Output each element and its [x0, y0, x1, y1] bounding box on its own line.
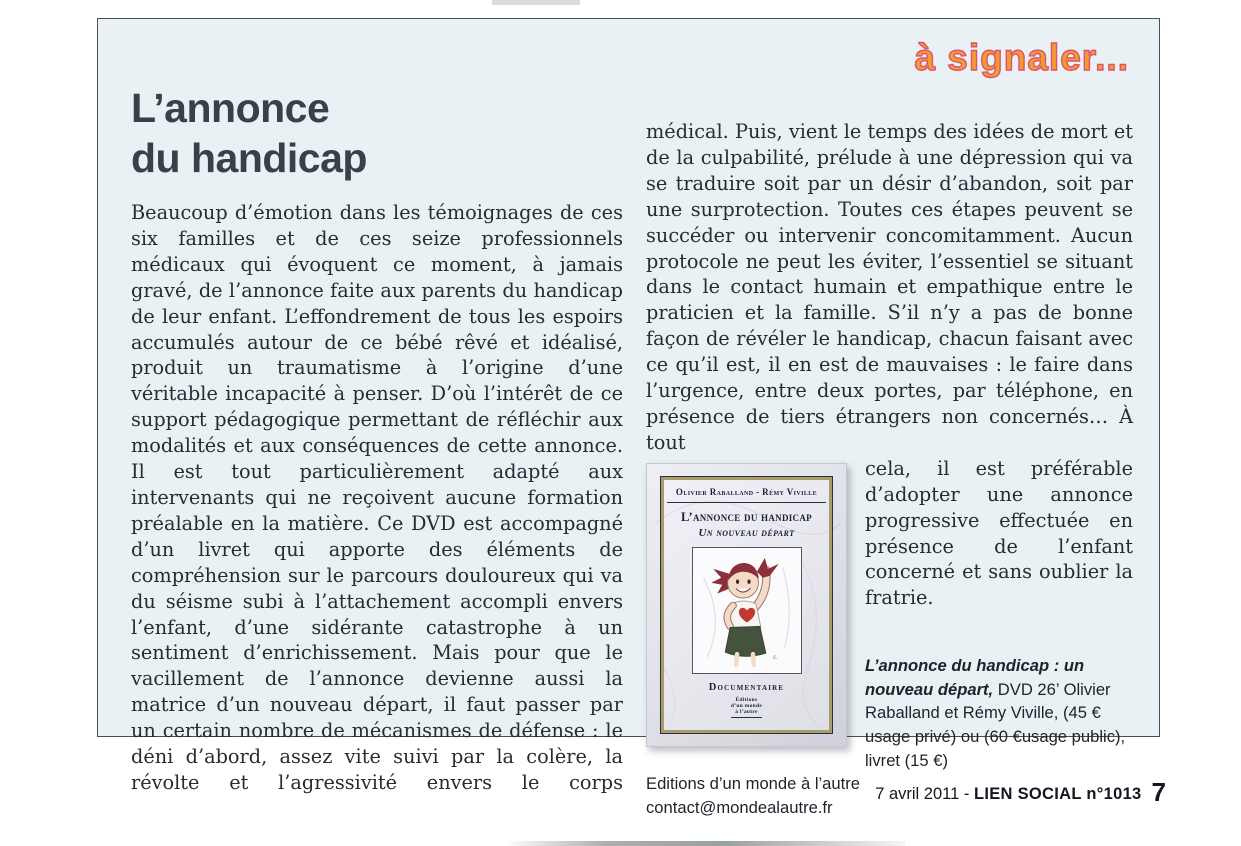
scan-artifact-top	[492, 0, 580, 5]
dvd-genre: Documentaire	[708, 681, 785, 693]
caption-title: L’annonce du handicap : un nouveau départ,	[865, 656, 1085, 699]
svg-text:s.: s.	[772, 653, 778, 661]
article-body-left: Beaucoup d’émotion dans les témoignages de ces six familles et de ces seize professionnels médicaux qui évoquent ce moment, à jamais gravé, de l’annonce faite aux parents du handicap de leur enfant. L’effondrement de tous les espoirs accumulés autour de ce bébé rêvé et idéalisé, produit un traumatisme à l’origine d’une véritable incapacité à penser. D’où l’intérêt de ce support pédagogique permettant de réfléchir aux modalités et aux conséquences de cette annonce. Il est tout particulièrement adapté aux intervenants qui ne reçoivent aucune formation préalable en la matière. Ce DVD est accompagné d’un livret qui apporte des éléments de compréhension sur le parcours douloureux qui va du séisme subi à l’attachement accompli envers l’enfant, d’une sidérante catastrophe à un sentiment d’enrichissement. Mais pour que le vacillement de l’annonce devienne aussi la matrice d’un nouveau départ, il faut passer par un certain nombre de mécanismes de défense : le déni d’abord, assez vite suivi par la colère, la révolte et l’agressivité envers le corps	[131, 201, 623, 794]
section-header: à signaler...	[914, 37, 1129, 78]
article-body-right-1: médical. Puis, vient le temps des idées de mort et de la culpabilité, prélude à une dépression qui va se traduire soit par un désir d’abandon, soit par une surprotection. Toutes ces étapes peuvent se succéder ou intervenir concomitamment. Aucun protocole ne peut les éviter, l’essentiel se situant dans le contact humain et empathique entre le praticien et la famille. S’il n’y a pas de bonne façon de révéler le handicap, chacun faisant avec ce qu’il est, il en est de mauvaises : le faire dans l’urgence, entre deux portes, par téléphone, en présence de tiers étrangers non concernés… À tout	[646, 120, 1133, 454]
article-title-line2: du handicap	[131, 135, 367, 181]
caption-publisher: Editions d’un monde à l’autre	[646, 774, 861, 794]
footer-magazine-title: LIEN SOCIAL n°1013	[973, 785, 1142, 803]
dvd-cover-frame	[660, 476, 833, 734]
page-footer	[875, 777, 1166, 808]
article-title-line1: L’annonce	[131, 85, 330, 131]
right-column	[646, 119, 1133, 819]
footer-date: 7 avril 2011 -	[875, 785, 974, 803]
scan-artifact-bottom	[505, 841, 905, 846]
dvd-publisher-logo	[731, 697, 762, 718]
left-column	[131, 83, 623, 796]
dvd-publisher-line2: d’un monde	[730, 702, 763, 709]
caption-details: DVD 26’ Olivier Raballand et Rémy Viville, (45 € usage privé) ou (60 €usage public), livret (15 €)	[865, 679, 1126, 770]
child-drawing-icon	[693, 548, 801, 673]
dvd-subtitle: Un nouveau départ	[698, 526, 795, 539]
dvd-publisher-line3: à l’autre	[735, 708, 758, 715]
caption-contact-email: contact@mondealautre.fr	[646, 797, 833, 817]
dvd-authors: Olivier Raballand - Rémy Viville	[667, 487, 826, 503]
dvd-title: L’annonce du handicap	[681, 509, 812, 524]
article-body-right-2: cela, il est préférable d’adopter une annonce progressive effectuée en présence de l’enfant concerné et sans oublier la fratrie.	[865, 456, 1133, 610]
article-title	[131, 83, 623, 183]
dvd-cover-illustration	[692, 547, 802, 674]
dvd-cover	[646, 463, 847, 747]
dvd-publisher-line1: Éditions	[735, 696, 758, 703]
footer-page-number: 7	[1151, 777, 1166, 807]
